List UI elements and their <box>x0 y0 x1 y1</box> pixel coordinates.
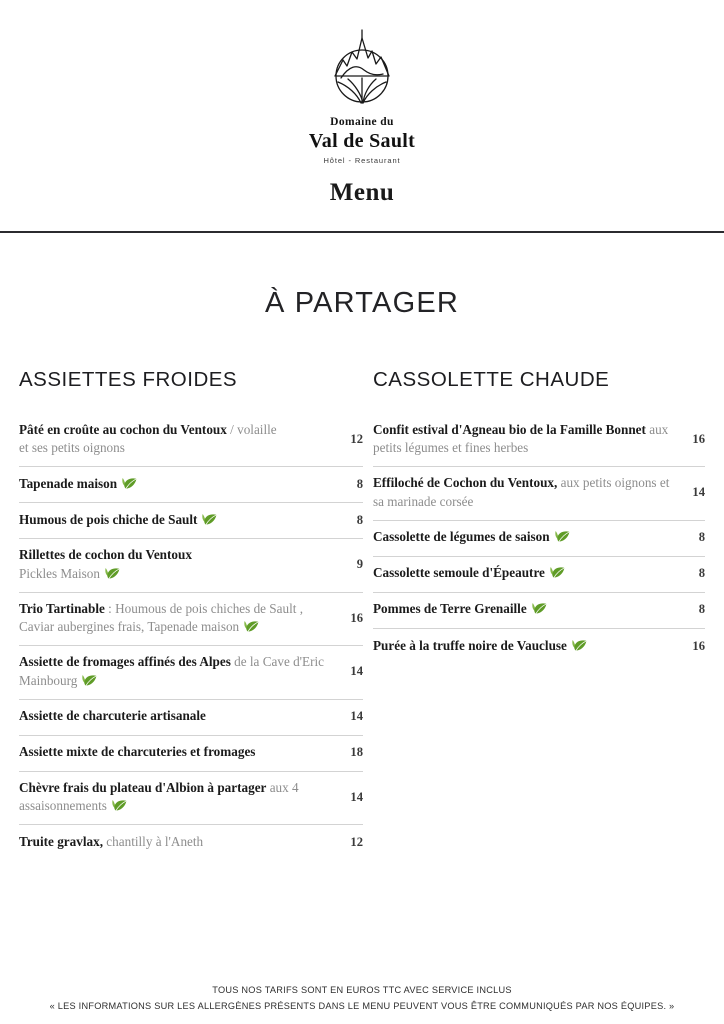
menu-item-price: 8 <box>356 476 363 491</box>
menu-footer <box>0 982 724 1014</box>
menu-item-list-cold <box>19 414 363 861</box>
brand-subtitle: Hôtel - Restaurant <box>323 155 401 165</box>
footer-tariff-note: TOUS NOS TARIFS SONT EN EUROS TTC AVEC SERVICE INCLUS <box>212 984 512 995</box>
menu-item-name: Humous de pois chiche de Sault <box>19 511 198 527</box>
section-title: À PARTAGER <box>264 286 460 319</box>
vegetarian-leaf-icon <box>554 529 571 543</box>
menu-item-price: 14 <box>692 485 705 500</box>
menu-item-name: Rillettes de cochon du Ventoux <box>19 547 192 563</box>
menu-item-text <box>373 421 683 458</box>
footer-allergen-note: « LES INFORMATIONS SUR LES ALLERGÈNES PRÉSENTS DANS LE MENU PEUVENT VOUS ÊTRE COMMUNIQUÉS PAR NOS ÉQUIPES. » <box>49 1000 675 1011</box>
brand-logo <box>309 26 415 165</box>
menu-header <box>0 0 724 219</box>
menu-column-hot-casserole <box>373 368 705 665</box>
menu-item-price: 12 <box>350 834 363 849</box>
menu-item-description: / volaille <box>226 421 277 437</box>
menu-item-text <box>19 475 341 494</box>
menu-column-cold-plates <box>19 368 363 861</box>
menu-item-name: Assiette mixte de charcuteries et fromages <box>19 744 256 760</box>
menu-item-text <box>373 474 683 511</box>
menu-item <box>19 467 363 503</box>
menu-item-name: Cassolette de légumes de saison <box>373 529 550 545</box>
menu-item <box>19 646 363 699</box>
menu-item <box>19 736 363 772</box>
menu-item-name: Assiette de charcuterie artisanale <box>19 708 206 724</box>
menu-item <box>373 557 705 593</box>
vegetarian-leaf-icon <box>201 512 218 526</box>
vegetarian-leaf-icon <box>121 476 138 490</box>
menu-item-text <box>19 511 341 530</box>
menu-item <box>373 593 705 629</box>
menu-item-description-2: Pickles Maison <box>19 565 331 584</box>
menu-item-name: Cassolette semoule d'Épeautre <box>373 565 545 581</box>
menu-item-price: 18 <box>350 745 363 760</box>
menu-item-name: Pommes de Terre Grenaille <box>373 601 527 617</box>
menu-item-price: 12 <box>350 431 363 446</box>
menu-item-description: de la Cave d'Eric Mainbourg <box>19 654 325 688</box>
brand-line-2: Val de Sault <box>308 129 416 152</box>
menu-item-name: Truite gravlax, <box>19 834 103 850</box>
menu-columns <box>0 368 724 861</box>
menu-item-price: 8 <box>356 512 363 527</box>
menu-item-name: Effiloché de Cochon du Ventoux, <box>373 475 558 491</box>
vegetarian-leaf-icon <box>81 673 98 687</box>
menu-item-description-2: et ses petits oignons <box>19 440 125 456</box>
menu-item-price: 8 <box>698 602 705 617</box>
menu-item-text <box>19 546 341 583</box>
menu-item-text <box>19 743 341 762</box>
brand-line-1: Domaine du <box>330 116 394 128</box>
menu-item-text <box>19 707 341 726</box>
menu-item-description: : Houmous de pois chiches de Sault , Caviar aubergines frais, Tapenade maison <box>19 600 304 635</box>
menu-item-price: 14 <box>350 709 363 724</box>
column-title: CASSOLETTE CHAUDE <box>373 367 610 391</box>
menu-item <box>19 593 363 646</box>
menu-item-list-hot <box>373 414 705 665</box>
menu-item-name: Pâté en croûte au cochon du Ventoux <box>19 421 227 437</box>
menu-item-name: Confit estival d'Agneau bio de la Famille Bonnet <box>373 421 646 437</box>
vegetarian-leaf-icon <box>111 798 128 812</box>
vegetarian-leaf-icon <box>243 619 260 633</box>
menu-item-name: Trio Tartinable <box>19 600 105 616</box>
menu-item <box>373 414 705 467</box>
menu-item-name: Assiette de fromages affinés des Alpes <box>19 654 231 670</box>
menu-item-text <box>19 600 341 637</box>
menu-item-name: Chèvre frais du plateau d'Albion à partager <box>19 779 267 795</box>
menu-item-description: chantilly à l'Aneth <box>103 834 204 850</box>
menu-item <box>19 414 363 467</box>
menu-item-text <box>373 564 683 583</box>
menu-item-price: 8 <box>698 530 705 545</box>
menu-item <box>19 825 363 861</box>
menu-item-price: 14 <box>350 664 363 679</box>
header-divider <box>0 231 724 233</box>
menu-item <box>373 629 705 665</box>
menu-item-price: 14 <box>350 789 363 804</box>
menu-item-description: aux petits oignons et sa marinade corsée <box>373 475 670 509</box>
vegetarian-leaf-icon <box>549 565 566 579</box>
menu-item <box>373 467 705 520</box>
menu-item-price: 16 <box>692 638 705 653</box>
menu-item-description: aux petits légumes et fines herbes <box>373 421 669 456</box>
menu-item-price: 9 <box>356 557 363 572</box>
column-title: ASSIETTES FROIDES <box>19 367 238 391</box>
menu-item-text <box>373 528 683 547</box>
menu-item <box>19 539 363 592</box>
menu-item <box>373 521 705 557</box>
menu-item <box>19 772 363 825</box>
menu-item <box>19 503 363 539</box>
menu-item-price: 16 <box>350 610 363 625</box>
menu-title: Menu <box>329 178 395 206</box>
menu-item-description: aux 4 assaisonnements <box>19 779 299 814</box>
menu-item-text <box>19 653 341 690</box>
menu-item-text <box>373 600 683 619</box>
menu-item-text <box>19 779 341 816</box>
vegetarian-leaf-icon <box>531 601 548 615</box>
menu-item-price: 8 <box>698 566 705 581</box>
menu-item-text <box>373 637 683 656</box>
menu-item-name: Purée à la truffe noire de Vaucluse <box>373 637 567 653</box>
menu-item-name: Tapenade maison <box>19 475 118 491</box>
vegetarian-leaf-icon <box>571 638 588 652</box>
menu-item-text <box>19 833 341 852</box>
menu-item-price: 16 <box>692 431 705 446</box>
mountain-leaf-logo-icon <box>321 26 403 114</box>
menu-item <box>19 700 363 736</box>
vegetarian-leaf-icon <box>104 566 121 580</box>
menu-item-text <box>19 421 341 458</box>
